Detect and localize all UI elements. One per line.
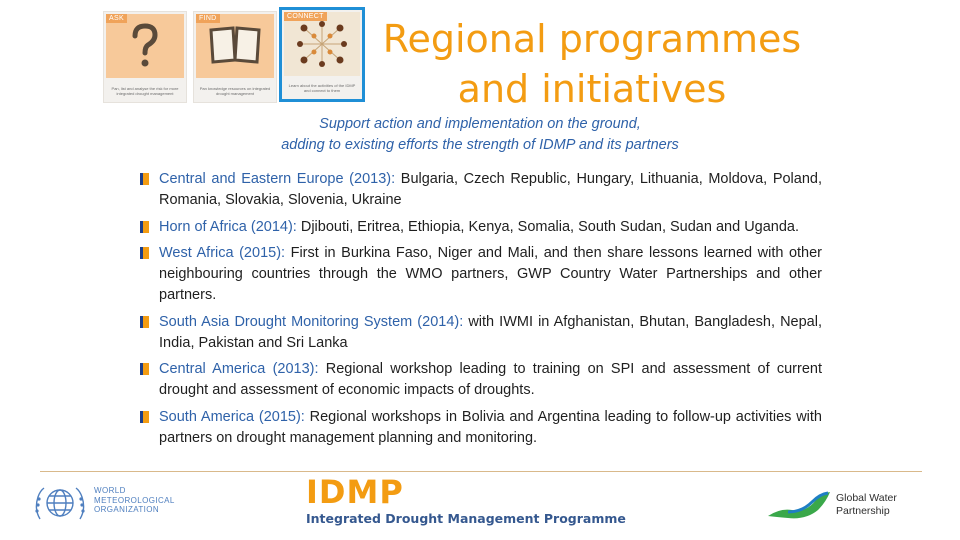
card-ask[interactable] xyxy=(103,11,187,103)
list-item xyxy=(140,312,822,354)
programme-list xyxy=(140,169,822,454)
card-tag: ASK xyxy=(106,14,127,23)
gwp-line-2: Partnership xyxy=(836,505,890,517)
idmp-cards xyxy=(103,7,365,102)
wmo-logo xyxy=(30,483,190,523)
bullet-icon xyxy=(140,316,149,328)
question-mark-icon xyxy=(104,22,186,75)
bullet-icon xyxy=(140,411,149,423)
item-label: West Africa (2015): xyxy=(159,245,286,261)
idmp-full-name: Integrated Drought Management Programme xyxy=(306,511,626,526)
subtitle-line-1: Support action and implementation on the ground, xyxy=(319,116,641,132)
item-label: Horn of Africa (2014): xyxy=(159,218,297,235)
card-caption: Pan, list and analyse the risk for more integrated drought management xyxy=(111,86,179,96)
item-label: South Asia Drought Monitoring System (2014): xyxy=(159,313,464,330)
item-text: Djibouti, Eritrea, Ethiopia, Kenya, Somalia, South Sudan, Sudan and Uganda. xyxy=(296,218,800,235)
item-text: Bulgaria, Czech Republic, Hungary, Lithuania, Moldova, Poland, Romania, Slovakia, Slovenia, Ukraine xyxy=(159,171,822,208)
bullet-icon xyxy=(140,363,149,375)
item-text: Regional workshops in Bolivia and Argentina leading to follow-up activities with partners on drought management planning and monitoring. xyxy=(159,408,823,446)
title-line-2: and initiatives xyxy=(457,67,727,111)
title-line-1: Regional programmes xyxy=(382,17,802,61)
wmo-emblem-icon xyxy=(30,483,90,523)
gwp-wave-icon xyxy=(766,488,834,524)
item-label: Central and Eastern Europe (2013): xyxy=(159,171,396,187)
list-item xyxy=(140,407,822,449)
card-tag: CONNECT xyxy=(284,12,327,21)
subtitle xyxy=(200,114,760,156)
wmo-line-1: WORLD xyxy=(94,486,126,495)
gwp-logo xyxy=(766,488,926,524)
wmo-line-2: METEOROLOGICAL xyxy=(94,495,175,505)
network-connect-icon xyxy=(282,20,362,73)
card-connect[interactable] xyxy=(279,7,365,102)
card-find[interactable] xyxy=(193,11,277,103)
bullet-icon xyxy=(140,221,149,233)
list-item xyxy=(140,217,822,238)
item-text: with IWMI in Afghanistan, Bhutan, Bangladesh, Nepal, India, Pakistan and Sri Lanka xyxy=(159,313,822,351)
item-text: First in Burkina Faso, Niger and Mali, and then share lessons learned with other neighbouring countries through the WMO partners, GWP Country Water Partnerships and other partners. xyxy=(159,245,823,303)
card-caption: Learn about the activities of the IDMP and connect to them xyxy=(288,83,356,93)
book-icon xyxy=(194,22,276,71)
item-label: Central America (2013): xyxy=(159,361,319,377)
bullet-icon xyxy=(140,173,149,185)
wmo-line-3: ORGANIZATION xyxy=(94,505,160,514)
item-label: South America (2015): xyxy=(159,408,305,425)
card-caption: Pan knowledge resources on integrated drought management xyxy=(199,86,271,96)
gwp-line-1: Global Water xyxy=(836,492,897,504)
list-item xyxy=(140,169,822,211)
page-title xyxy=(372,14,812,114)
list-item xyxy=(140,243,822,306)
footer-divider xyxy=(40,471,922,472)
bullet-icon xyxy=(140,247,149,259)
idmp-logo-text: IDMP xyxy=(306,473,404,511)
card-tag: FIND xyxy=(196,14,220,23)
subtitle-line-2: adding to existing efforts the strength of IDMP and its partners xyxy=(281,137,679,153)
list-item xyxy=(140,359,822,401)
item-text: Regional workshop leading to training on SPI and assessment of current drought and assessment of economic impacts of droughts. xyxy=(159,361,822,398)
